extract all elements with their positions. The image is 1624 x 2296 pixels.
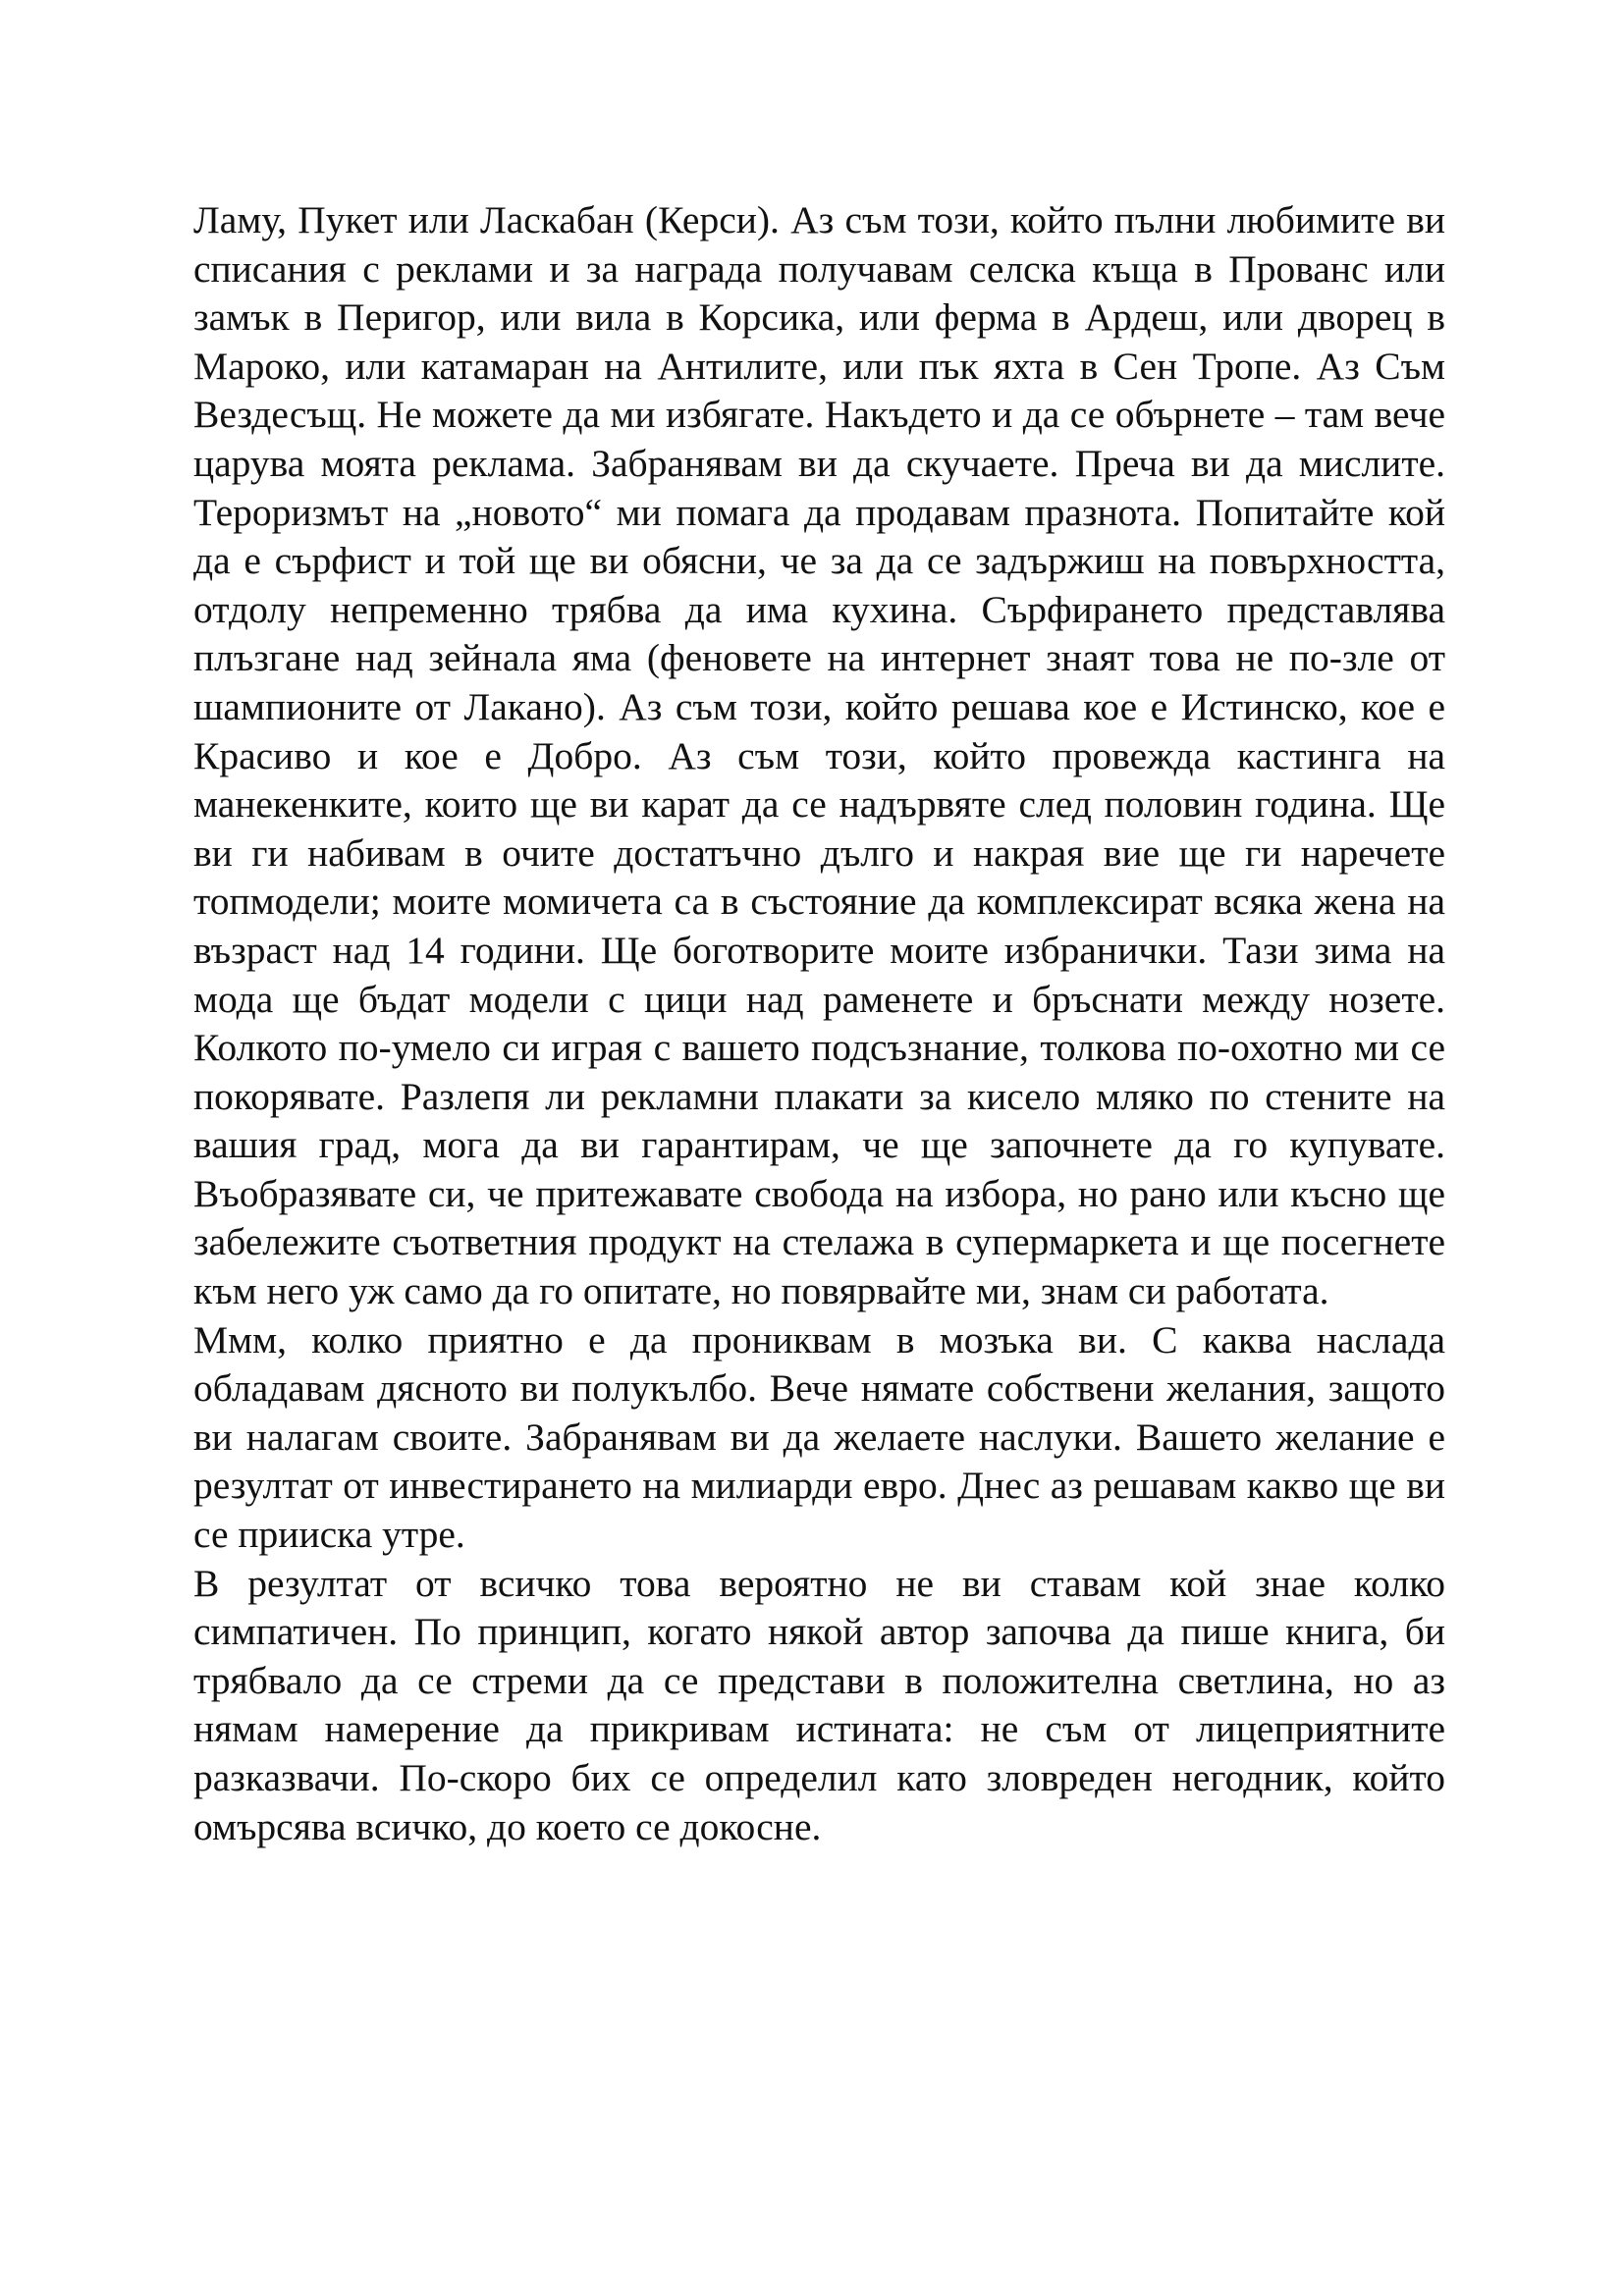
body-text [193,196,1445,1851]
paragraph-3: В резултат от всичко това вероятно не ви ставам кой знае колко симпатичен. По принцип, когато някой автор започва да пише книга, би трябвало да се стреми да се представи в положителна светлина, но аз нямам намерение да прикривам истината: не съм от лицеприятните разказвачи. По-скоро бих се определил като зловреден негодник, който омърсява всичко, до което се докосне. [193,1561,1445,1848]
paragraph-2: Ммм, колко приятно е да прониквам в мозъка ви. С каква наслада обладавам дясното ви полукълбо. Вече нямате собствени желания, защото ви налагам своите. Забранявам ви да желаете наслуки. Вашето желание е резултат от инвестирането на милиарди евро. Днес аз решавам какво ще ви се прииска утре. [193,1317,1445,1557]
paragraph-1: Ламу, Пукет или Ласкабан (Керси). Аз съм този, който пълни любимите ви списания с реклами и за награда получавам селска къща в Прованс или замък в Перигор, или вила в Корсика, или ферма в Ардеш, или дворец в Мароко, или катамаран на Антилите, или пък яхта в Сен Тропе. Аз Съм Вездесъщ. Не можете да ми избягате. Накъдето и да се обърнете – там вече царува моята реклама. Забранявам ви да скучаете. Преча ви да мислите. Тероризмът на „новото“ ми помага да продавам празнота. Попитайте кой да е сърфист и той ще ви обясни, че за да се задържиш на повърхността, отдолу непременно трябва да има кухина. Сърфирането представлява плъзгане над зейнала яма (феновете на интернет знаят това не по-зле от шампионите от Лакано). Аз съм този, който решава кое е Истинско, кое е Красиво и кое е Добро. Аз съм този, който провежда кастинга на манекенките, които ще ви карат да се надървяте след половин година. Ще ви ги набивам в очите достатъчно дълго и накрая вие ще ги наречете топмодели; моите момичета са в състояние да комплексират всяка жена на възраст над 14 години. Ще боготворите моите избранички. Тази зима на мода ще бъдат модели с цици над раменете и бръснати между нозете. Колкото по-умело си играя с вашето подсъзнание, толкова по-охотно ми се покорявате. Разлепя ли рекламни плакати за кисело мляко по стените на вашия град, мога да ви гарантирам, че ще започнете да го купувате. Въобразявате си, че притежавате свобода на избора, но рано или късно ще забележите съответния продукт на стелажа в супермаркета и ще посегнете към него уж само да го опитате, но повярвайте ми, знам си работата. [193,198,1445,1313]
